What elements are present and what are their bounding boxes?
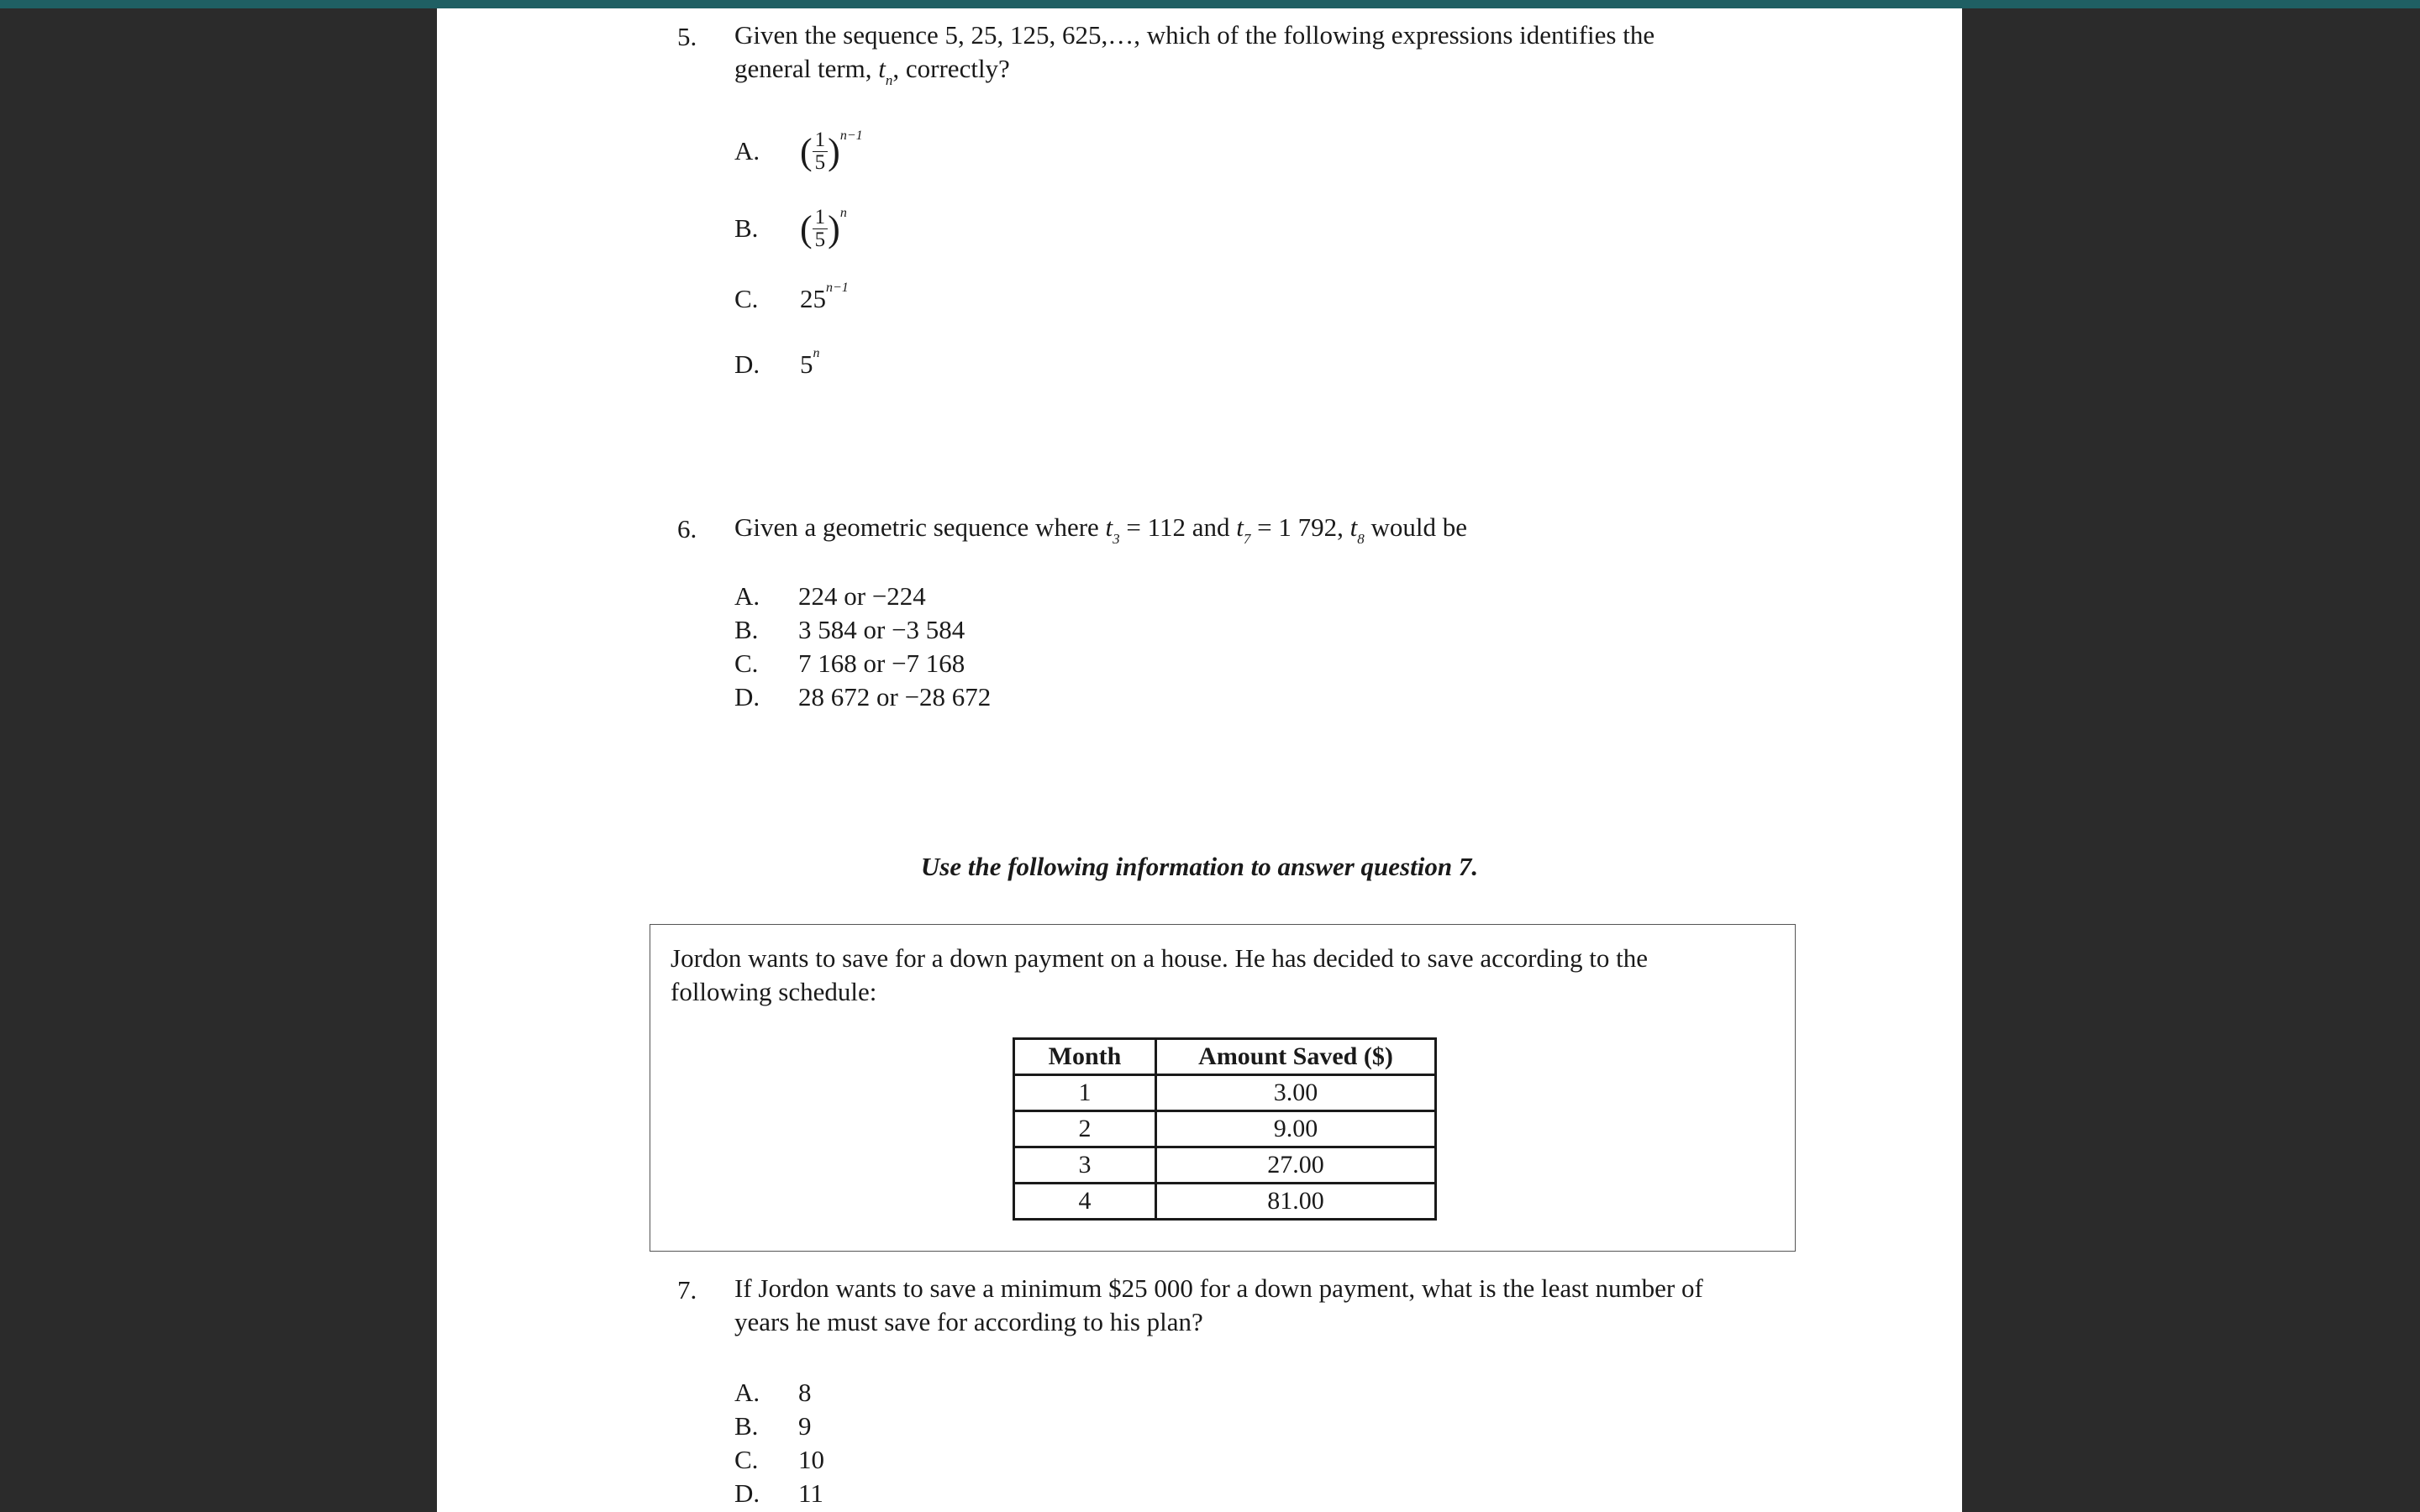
info-heading: Use the following information to answer question 7. bbox=[920, 852, 1479, 881]
question-number: 5. bbox=[677, 22, 697, 51]
option-a[interactable]: A. ( $\frac{1}{5}$ ) n−1 bbox=[734, 128, 863, 174]
option-c[interactable]: C. $25^{n-1}$ bbox=[734, 281, 849, 313]
question-text: If Jordon wants to save a minimum $25 000 for a down payment, what is the least number of years he must save for according to his plan? bbox=[734, 1273, 1703, 1336]
question-number: 7. bbox=[677, 1275, 697, 1305]
info-text: Jordon wants to save for a down payment on a house. He has decided to save according to the following schedule: bbox=[671, 943, 1649, 1006]
question-number: 6. bbox=[677, 514, 697, 543]
table-row: 4 81.00 bbox=[1014, 1184, 1436, 1220]
info-box bbox=[650, 924, 1796, 1252]
table-row: 1 3.00 bbox=[1014, 1075, 1436, 1111]
option-a[interactable]: A. 224 or −224 bbox=[734, 581, 926, 611]
table-row: 3 27.00 bbox=[1014, 1147, 1436, 1184]
option-b[interactable]: B. 3 584 or −3 584 bbox=[734, 615, 965, 644]
option-a[interactable]: A. 8 bbox=[734, 1378, 812, 1407]
fraction: $\frac{1}{5}$ bbox=[813, 129, 829, 174]
option-d[interactable]: D. 5$^n$ bbox=[734, 346, 820, 379]
question-text: Given the sequence 5, 25, 125, 625,…, which of the following expressions identifies the general term, $t_n$, correctly? bbox=[734, 20, 1655, 88]
option-d[interactable]: D. 28 672 or −28 672 bbox=[734, 682, 992, 711]
option-b[interactable]: B. ( $\frac{1}{5}$ ) n bbox=[734, 205, 847, 251]
option-c[interactable]: C. 7 168 or −7 168 bbox=[734, 648, 965, 678]
option-c[interactable]: C. 10 bbox=[734, 1445, 824, 1474]
option-b[interactable]: B. 9 bbox=[734, 1411, 812, 1441]
table-row: 2 9.00 bbox=[1014, 1111, 1436, 1147]
savings-table bbox=[1013, 1037, 1437, 1221]
question-text: Given a geometric sequence where $t_3 = 112$ and $t_7 = 1$ 792, $t_8$ would be bbox=[734, 512, 1468, 547]
column-header: Month bbox=[1014, 1039, 1156, 1075]
table-header-row bbox=[1014, 1039, 1436, 1075]
option-d[interactable]: D. 11 bbox=[734, 1478, 823, 1508]
viewer-top-bar bbox=[0, 0, 2420, 8]
column-header: Amount Saved ($) bbox=[1156, 1039, 1436, 1075]
fraction: $\frac{1}{5}$ bbox=[813, 207, 829, 251]
document-page[interactable] bbox=[437, 8, 1962, 1512]
